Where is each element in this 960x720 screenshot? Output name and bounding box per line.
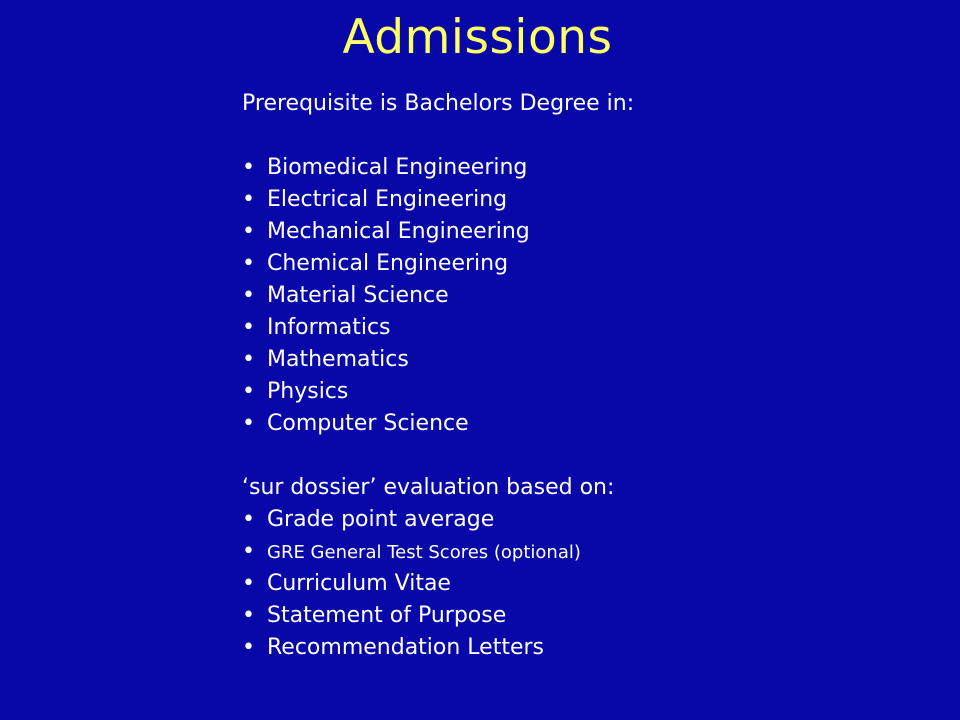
bullet-icon: • — [242, 187, 255, 212]
spacer — [242, 120, 942, 152]
list-item — [242, 568, 942, 600]
criteria-item-label: Curriculum Vitae — [267, 571, 451, 596]
spacer — [242, 440, 942, 472]
degree-item-label: Mechanical Engineering — [267, 219, 530, 244]
criteria-item-label: Statement of Purpose — [267, 603, 507, 628]
degree-item-label: Biomedical Engineering — [267, 155, 528, 180]
list-item — [242, 248, 942, 280]
slide-content — [242, 88, 942, 664]
bullet-icon: • — [242, 219, 255, 244]
bullet-icon: • — [242, 635, 255, 660]
degree-item-label: Mathematics — [267, 347, 409, 372]
bullet-icon: • — [242, 571, 255, 596]
list-item — [242, 344, 942, 376]
list-item — [242, 376, 942, 408]
bullet-icon: • — [242, 347, 255, 372]
bullet-icon: • — [242, 283, 255, 308]
bullet-icon: • — [242, 507, 255, 532]
degree-item-label: Electrical Engineering — [267, 187, 508, 212]
bullet-icon: • — [242, 155, 255, 180]
bullet-icon: • — [242, 603, 255, 628]
list-item — [242, 408, 942, 440]
criteria-list — [242, 504, 942, 664]
list-item — [242, 632, 942, 664]
list-item — [242, 216, 942, 248]
list-item — [242, 536, 942, 568]
bullet-icon: • — [242, 379, 255, 404]
degree-item-label: Chemical Engineering — [267, 251, 509, 276]
list-item — [242, 280, 942, 312]
criteria-item-label: Grade point average — [267, 507, 495, 532]
bullet-icon: • — [242, 251, 255, 276]
degree-item-label: Informatics — [267, 315, 391, 340]
slide-title: Admissions — [342, 10, 613, 65]
list-item — [242, 504, 942, 536]
degree-list — [242, 152, 942, 440]
bullet-icon: • — [242, 315, 255, 340]
degree-item-label: Material Science — [267, 283, 449, 308]
evaluation-heading: ‘sur dossier’ evaluation based on: — [242, 475, 615, 500]
list-item — [242, 152, 942, 184]
prerequisite-heading: Prerequisite is Bachelors Degree in: — [242, 91, 635, 116]
list-item — [242, 312, 942, 344]
degree-item-label: Computer Science — [267, 411, 469, 436]
list-item — [242, 184, 942, 216]
degree-item-label: Physics — [267, 379, 349, 404]
list-item — [242, 600, 942, 632]
bullet-icon: • — [242, 411, 255, 436]
criteria-item-label: GRE General Test Scores (optional) — [267, 542, 581, 563]
bullet-icon: • — [242, 539, 255, 564]
criteria-item-label: Recommendation Letters — [267, 635, 545, 660]
